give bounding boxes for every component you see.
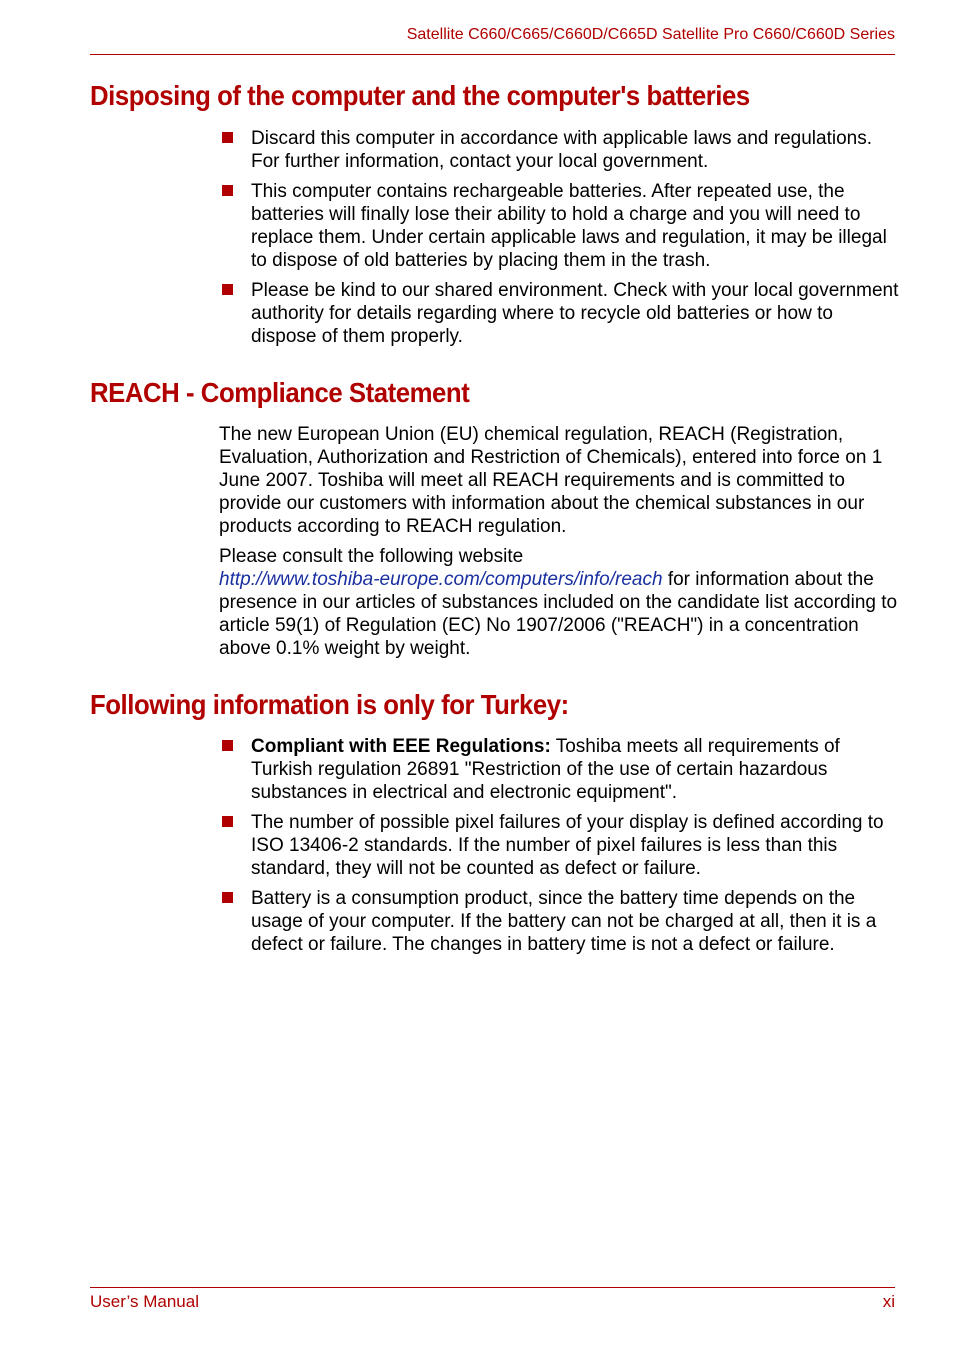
list-item [219,127,899,173]
section-title-disposing: Disposing of the computer and the computer's batteries [90,80,750,111]
footer-rule [90,1287,895,1288]
bullet-square-icon [222,740,233,751]
section-title-reach: REACH - Compliance Statement [90,377,470,408]
website-rest: for information about the presence in our articles of substances included on the candidate list according to article 59(1) of Regulation (EC) No 1907/2006 ("REACH") in a concentration above 0.1% weight by weight. [219,569,898,659]
list-item-text: Please be kind to our shared environment. Check with your local government authority for details regarding where to recycle old batteries or how to dispose of them properly. [251,280,899,347]
list-item-text: Discard this computer in accordance with applicable laws and regulations. For further information, contact your local government. [251,128,872,172]
footer-manual-label: User’s Manual [90,1292,199,1311]
list-item [219,811,899,880]
list-item-bold-lead: Compliant with EEE Regulations: [251,736,551,757]
list-item-text: The number of possible pixel failures of your display is defined according to ISO 13406-2 standards. If the number of pixel failures is less than this standard, they will not be counted as defect or failure. [251,812,884,879]
list-item-text: Battery is a consumption product, since the battery time depends on the usage of your computer. If the battery can not be charged at all, then it is a defect or failure. The changes in battery time is not a defect or failure. [251,888,877,955]
running-header: Satellite C660/C665/C660D/C665D Satellite Pro C660/C660D Series [406,26,895,43]
list-item [219,279,899,348]
section-title-turkey: Following information is only for Turkey: [90,689,569,720]
reach-paragraph-website [219,545,899,660]
bullet-square-icon [222,816,233,827]
reach-paragraph: The new European Union (EU) chemical regulation, REACH (Registration, Evaluation, Authorization and Restriction of Chemicals), entered into force on 1 June 2007. Toshiba will meet all REACH requirements and is committed to provide our customers with information about the chemical substances in our products according to REACH regulation. [219,424,883,537]
reach-body [219,423,899,667]
disposing-list [219,127,899,355]
list-item [219,180,899,272]
list-item-text: This computer contains rechargeable batteries. After repeated use, the batteries will finally lose their ability to hold a charge and you will need to replace them. Under certain applicable laws and regulation, it may be illegal to dispose of old batteries by placing them in the trash. [251,181,887,271]
bullet-square-icon [222,284,233,295]
list-item [219,887,899,956]
website-intro: Please consult the following website [219,546,524,567]
list-item-text: Toshiba meets all requirements of Turkish regulation 26891 "Restriction of the use of certain hazardous substances in electrical and electronic equipment". [251,736,840,803]
header-rule [90,54,895,55]
bullet-square-icon [222,892,233,903]
reach-link[interactable]: http://www.toshiba-europe.com/computers/info/reach [219,569,663,590]
bullet-square-icon [222,185,233,196]
bullet-square-icon [222,132,233,143]
turkey-list [219,735,899,963]
list-item [219,735,899,804]
page-number: xi [882,1292,895,1311]
